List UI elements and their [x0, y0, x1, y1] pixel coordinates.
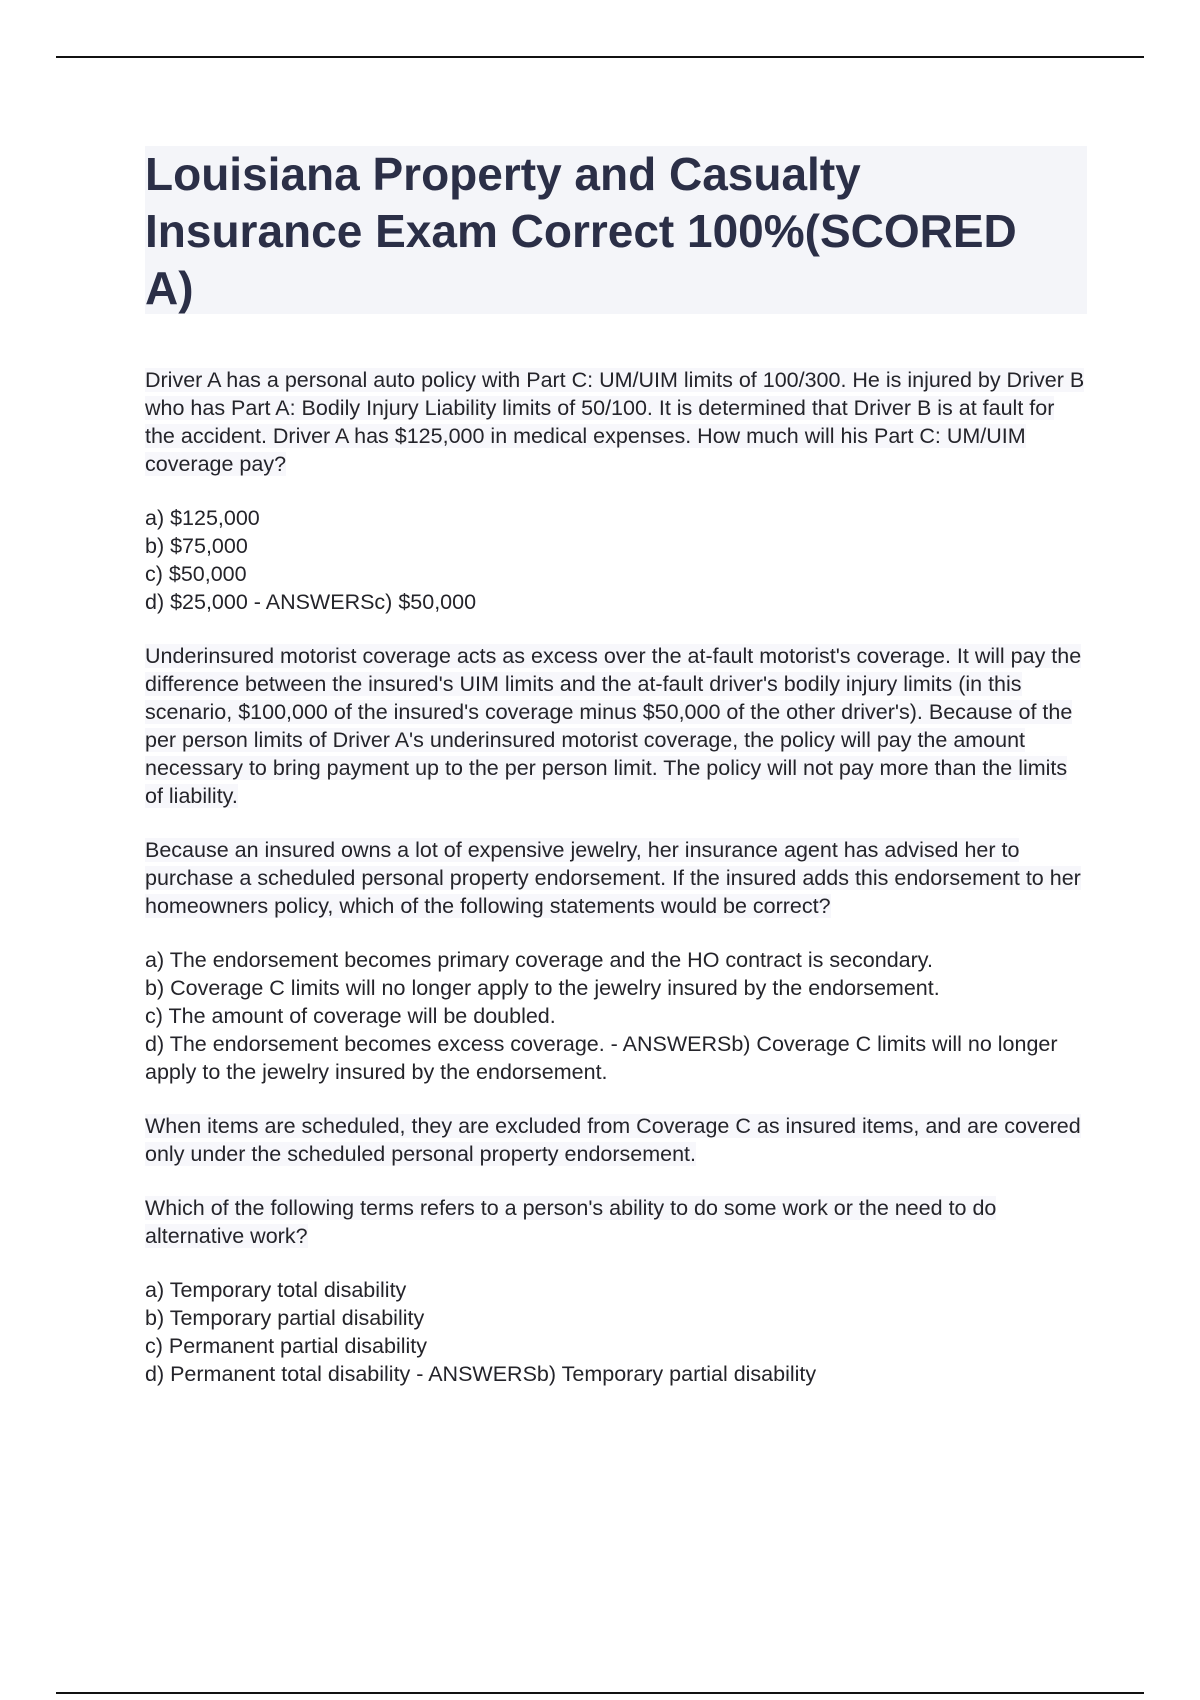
- explanation-1-text: Underinsured motorist coverage acts as excess over the at-fault motorist's coverage. It will pay the difference between the insured's UIM limits and the at-fault driver's bodily injury limits (in this scenario, $100,000 of the insured's coverage minus $50,000 of the other driver's). Because of the per person limits of Driver A's underinsured motorist coverage, the policy will pay the amount necessary to bring payment up to the per person limit. The policy will not pay more than the limits of liability.: [145, 644, 1082, 808]
- bottom-rule: [56, 1692, 1144, 1694]
- option-item: a) Temporary total disability: [145, 1278, 407, 1302]
- explanation-1: [145, 642, 1085, 810]
- question-2-options: [145, 946, 1085, 1086]
- question-1: [145, 366, 1085, 478]
- question-1-text: Driver A has a personal auto policy with Part C: UM/UIM limits of 100/300. He is injured by Driver B who has Part A: Bodily Injury Liability limits of 50/100. It is determined that Driver B is at fault for the accident. Driver A has $125,000 in medical expenses. How much will his Part C: UM/UIM coverage pay?: [145, 368, 1085, 476]
- option-item: c) Permanent partial disability: [145, 1334, 428, 1358]
- question-2: [145, 836, 1085, 920]
- option-item: b) Coverage C limits will no longer apply to the jewelry insured by the endorsement.: [145, 976, 940, 1000]
- explanation-2: [145, 1112, 1085, 1168]
- page-title: Louisiana Property and Casualty Insurance Exam Correct 100%(SCORED A): [145, 148, 1017, 314]
- top-rule: [56, 56, 1144, 58]
- option-item: c) The amount of coverage will be doubled.: [145, 1004, 556, 1028]
- option-item: b) Temporary partial disability: [145, 1306, 425, 1330]
- option-item-answer: d) $25,000 - ANSWERSc) $50,000: [145, 590, 477, 614]
- question-1-options: [145, 504, 1085, 616]
- option-item: b) $75,000: [145, 534, 248, 558]
- option-item: a) The endorsement becomes primary coverage and the HO contract is secondary.: [145, 948, 933, 972]
- title-box: [145, 146, 1087, 314]
- question-3-options: [145, 1276, 1085, 1388]
- option-item-answer: d) Permanent total disability - ANSWERSb) Temporary partial disability: [145, 1362, 817, 1386]
- question-3: [145, 1194, 1085, 1250]
- option-item-answer: d) The endorsement becomes excess coverage. - ANSWERSb) Coverage C limits will no longer apply to the jewelry insured by the endorsement.: [145, 1032, 1058, 1084]
- explanation-2-text: When items are scheduled, they are excluded from Coverage C as insured items, and are covered only under the scheduled personal property endorsement.: [145, 1114, 1081, 1166]
- question-2-text: Because an insured owns a lot of expensive jewelry, her insurance agent has advised her to purchase a scheduled personal property endorsement. If the insured adds this endorsement to her homeowners policy, which of the following statements would be correct?: [145, 838, 1081, 918]
- option-item: c) $50,000: [145, 562, 247, 586]
- question-3-text: Which of the following terms refers to a person's ability to do some work or the need to do alternative work?: [145, 1196, 997, 1248]
- document-body: [145, 366, 1085, 1414]
- option-item: a) $125,000: [145, 506, 260, 530]
